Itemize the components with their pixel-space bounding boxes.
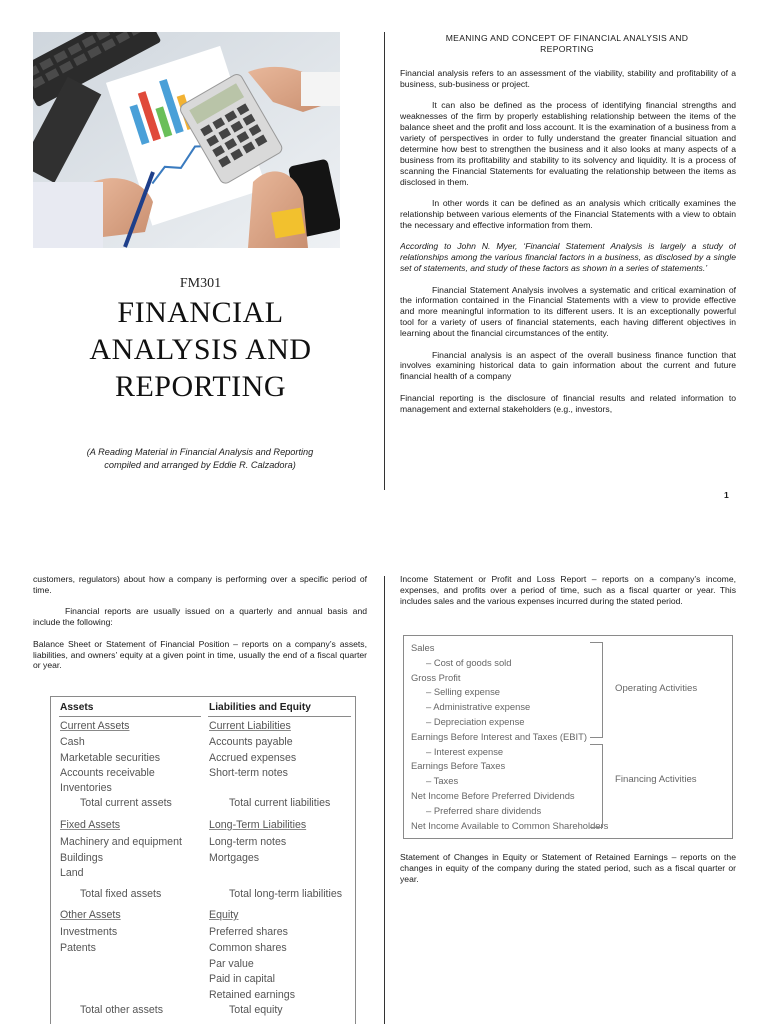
text-column-3 bbox=[400, 574, 736, 617]
column-divider bbox=[384, 32, 385, 490]
balance-sheet-row: Accrued expenses bbox=[209, 752, 297, 764]
balance-sheet-row: Fixed Assets bbox=[60, 819, 121, 831]
income-statement-line: – Cost of goods sold bbox=[426, 656, 512, 668]
income-statement-line: – Preferred share dividends bbox=[426, 804, 542, 816]
cover-title-line-3: REPORTING bbox=[114, 370, 287, 403]
cover-photo-financial-analysis bbox=[33, 32, 340, 248]
balance-sheet-row: Investments bbox=[60, 926, 118, 938]
balance-sheet-row: Current Assets bbox=[60, 720, 130, 732]
balance-sheet-row: Mortgages bbox=[209, 852, 260, 864]
balance-sheet-row: Patents bbox=[60, 942, 96, 954]
income-statement-line: Earnings Before Taxes bbox=[411, 760, 506, 772]
balance-sheet-row: Total other assets bbox=[80, 1004, 164, 1016]
balance-sheet-row: Accounts payable bbox=[209, 736, 293, 748]
text-column-4 bbox=[400, 852, 736, 895]
header-rule bbox=[208, 716, 351, 717]
balance-sheet-row: Total long-term liabilities bbox=[229, 888, 343, 900]
course-code: FM301 bbox=[179, 276, 222, 291]
balance-sheet-row: Preferred shares bbox=[209, 926, 288, 938]
paragraph: In other words it can be defined as an analysis which critically examines the relationship between various elements of the Financial Statements with a view to obtain the necessary and effective information from them. bbox=[400, 198, 736, 230]
balance-sheet-row: Common shares bbox=[209, 942, 287, 954]
column-divider bbox=[384, 576, 385, 1024]
cover-note bbox=[60, 446, 340, 472]
balance-sheet-row: Cash bbox=[60, 736, 85, 748]
financing-activities-label: Financing Activities bbox=[615, 774, 697, 785]
balance-sheet-row: Retained earnings bbox=[209, 989, 295, 1001]
page-gap bbox=[0, 520, 768, 568]
balance-sheet-row: Buildings bbox=[60, 852, 103, 864]
income-statement-line: – Taxes bbox=[426, 775, 459, 787]
income-statement-line: – Administrative expense bbox=[426, 701, 531, 713]
paragraph: Financial analysis refers to an assessment of the viability, stability and profitability of a business, sub-business or project. bbox=[400, 68, 736, 89]
balance-sheet-row: Marketable securities bbox=[60, 752, 161, 764]
income-statement-line: – Selling expense bbox=[426, 686, 501, 698]
paragraph: Statement of Changes in Equity or Statement of Retained Earnings – reports on the changes in equity of the company during the stated period, such as a fiscal quarter or year. bbox=[400, 852, 736, 884]
cover-title bbox=[33, 294, 368, 405]
section-heading-line-2: REPORTING bbox=[540, 44, 594, 54]
balance-sheet-row: Inventories bbox=[60, 782, 112, 794]
cover-note-line-2: compiled and arranged by Eddie R. Calzadora) bbox=[104, 460, 296, 470]
cover-note-line-1: (A Reading Material in Financial Analysis and Reporting bbox=[86, 447, 314, 457]
operating-bracket bbox=[590, 642, 603, 738]
balance-sheet-row: Liabilities and Equity bbox=[209, 702, 311, 713]
balance-sheet-row: Total fixed assets bbox=[80, 888, 162, 900]
balance-sheet-row: Total current liabilities bbox=[229, 797, 331, 809]
section-heading bbox=[412, 33, 722, 55]
balance-sheet-row: Short-term notes bbox=[209, 767, 288, 779]
income-statement-line: Gross Profit bbox=[411, 671, 461, 683]
paragraph: Balance Sheet or Statement of Financial Position – reports on a company’s assets, liabilities, and owners’ equity at a given point in time, usually the end of a fiscal quarter or year. bbox=[33, 638, 367, 671]
paragraph: It can also be defined as the process of identifying financial strengths and weaknesses of the firm by properly establishing relationship between the items of the balance sheet and the profit and loss account. It is the examination of a business from a variety of perspectives in order to fully understand the greater financial situation and determine how best to strengthen the business and it also looks at many aspects of a business from its profitability and stability to its solvency and liquidity. It is a process of scanning the Financial Statements for evaluating the relationship between the items as disclosed in them. bbox=[400, 100, 736, 187]
paragraph: customers, regulators) about how a company is performing over a specific period of time. bbox=[33, 574, 367, 595]
balance-sheet-row: Total current assets bbox=[80, 797, 172, 809]
balance-sheet-row: Equity bbox=[209, 909, 239, 921]
balance-sheet-row: Current Liabilities bbox=[209, 720, 291, 732]
paragraph: Financial reports are usually issued on a quarterly and annual basis and include the following: bbox=[33, 606, 367, 628]
balance-sheet-row: Par value bbox=[209, 958, 254, 970]
income-statement-line: Net Income Available to Common Shareholders bbox=[411, 819, 609, 831]
balance-sheet-row: Long-Term Liabilities bbox=[209, 819, 307, 831]
cover-title-line-2: ANALYSIS AND bbox=[89, 333, 312, 366]
page-number: 1 bbox=[724, 490, 729, 500]
paragraph: Financial Statement Analysis involves a systematic and critical examination of the information contained in the Financial Statements with a view to provide effective and more meaningful information to its different users. It is an exceptionally powerful tool for a variety of users of financial statements, each having different objectives in learning about the financial circumstances of the entity. bbox=[400, 284, 736, 339]
balance-sheet-row: Assets bbox=[60, 702, 94, 713]
section-heading-line-1: MEANING AND CONCEPT OF FINANCIAL ANALYSIS AND bbox=[445, 33, 689, 43]
income-statement-line: – Depreciation expense bbox=[426, 716, 525, 727]
paragraph: Financial reporting is the disclosure of financial results and related information to management and external stakeholders (e.g., investors, bbox=[400, 392, 736, 414]
income-statement-line: Net Income Before Preferred Dividends bbox=[411, 790, 575, 801]
text-column-1 bbox=[400, 68, 736, 484]
paragraph: Financial analysis is an aspect of the overall business finance function that involves examining historical data to gain information about the current and future financial health of a company bbox=[400, 349, 736, 382]
balance-sheet-row: Accounts receivable bbox=[60, 767, 155, 779]
income-statement-line: – Interest expense bbox=[426, 745, 504, 757]
income-statement-line: Sales bbox=[411, 642, 435, 653]
balance-sheet-row: Machinery and equipment bbox=[60, 836, 182, 848]
cover-photo-illustration bbox=[33, 32, 340, 248]
header-rule bbox=[59, 716, 201, 717]
financing-bracket bbox=[590, 744, 603, 828]
balance-sheet-row: Paid in capital bbox=[209, 973, 275, 985]
cover-title-line-1: FINANCIAL bbox=[117, 296, 284, 329]
balance-sheet-row: Total equity bbox=[229, 1004, 283, 1016]
income-statement-line: Earnings Before Interest and Taxes (EBIT) bbox=[411, 730, 587, 742]
income-statement-diagram bbox=[403, 635, 733, 839]
balance-sheet-row: Land bbox=[60, 867, 84, 879]
paragraph: Income Statement or Profit and Loss Report – reports on a company’s income, expenses, and profits over a period of time, such as a fiscal quarter or year. This includes sales and the various expenses incurred during the stated period. bbox=[400, 574, 736, 606]
balance-sheet-row: Long-term notes bbox=[209, 836, 287, 848]
quote-paragraph: According to John N. Myer, ‘Financial Statement Analysis is largely a study of relationships among the various financial factors in a business, as disclosed by a single set of statements, and study of these factors as shown in a series of statements.’ bbox=[400, 241, 736, 274]
text-column-2 bbox=[33, 574, 367, 682]
balance-sheet-row: Other Assets bbox=[60, 909, 121, 921]
balance-sheet-table bbox=[50, 696, 356, 1024]
operating-activities-label: Operating Activities bbox=[615, 683, 698, 694]
